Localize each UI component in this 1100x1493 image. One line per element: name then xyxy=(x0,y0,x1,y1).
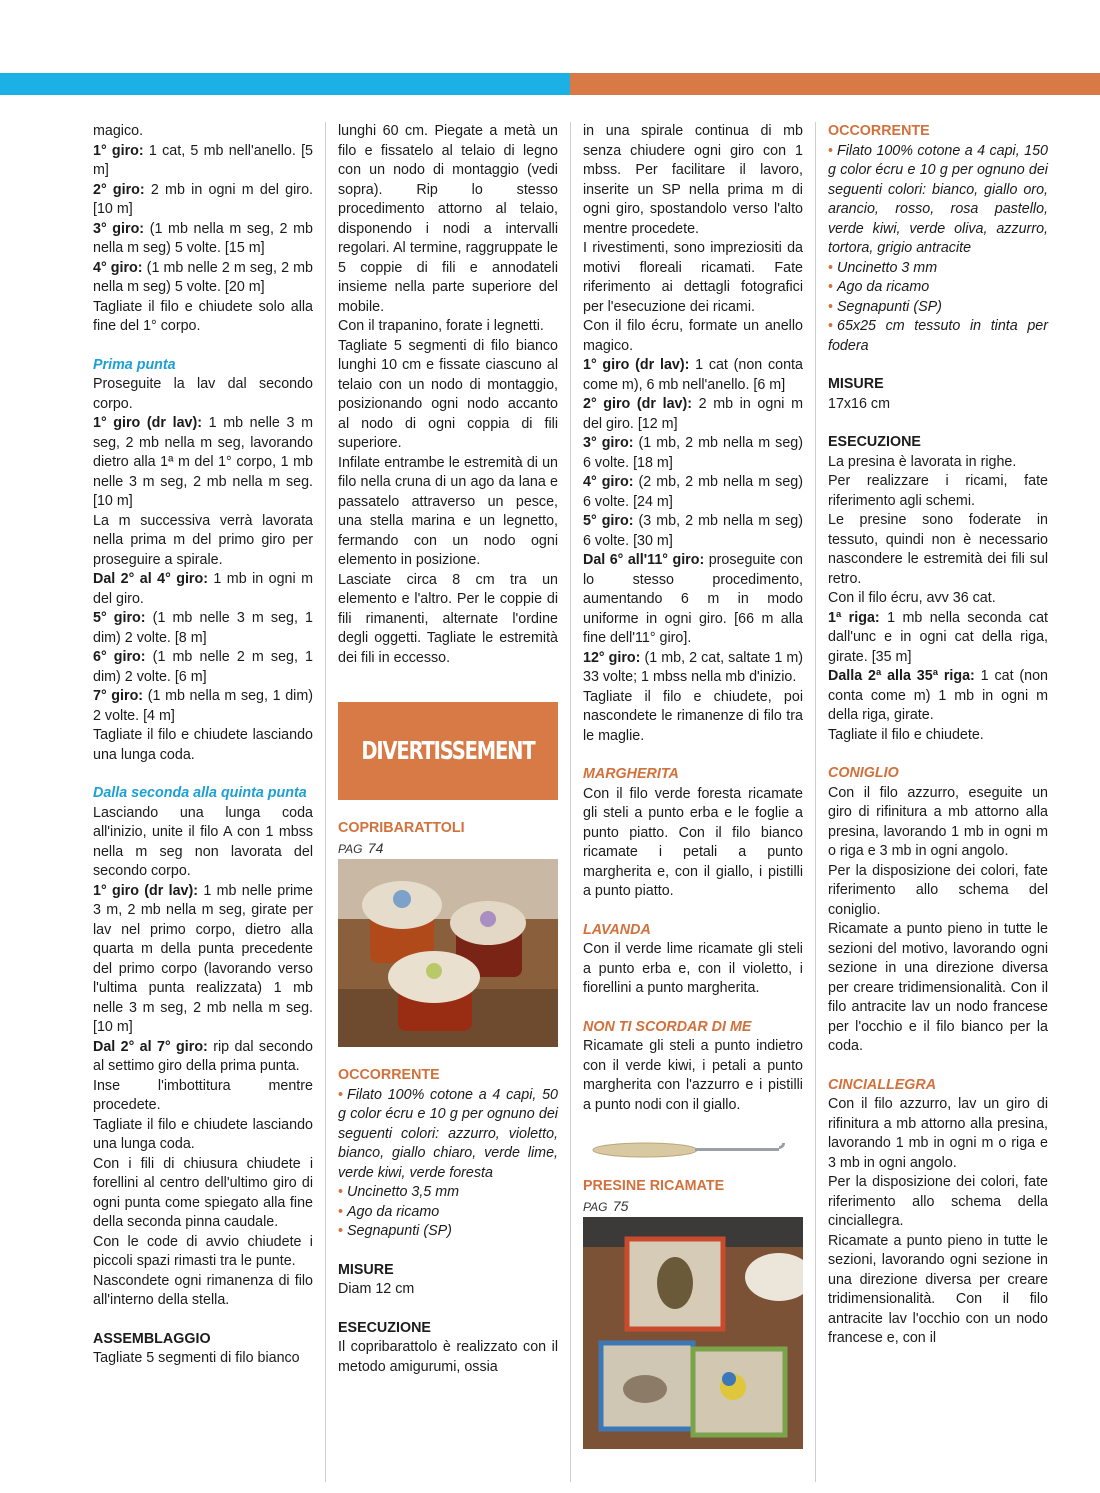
section-heading: Prima punta xyxy=(93,356,176,373)
paragraph: Nascondete ogni rimanenza di filo all'interno della stella. xyxy=(93,1272,313,1308)
paragraph: Inse l'imbottitura mentre procedete. xyxy=(93,1077,313,1113)
materials-item: • Filato 100% cotone a 4 capi, 150 g color écru e 10 g per ognuno dei seguenti colori: bianco, giallo oro, arancio, rosso, rosa pastello, verde kiwi, verde oliva, azzurro, tortora, grigio antracite xyxy=(828,142,1048,256)
paragraph: Tagliate il filo e chiudete lasciando una lunga coda. xyxy=(93,1116,313,1152)
round-instruction: 6° giro: (1 mb nelle 2 m seg, 1 dim) 2 volte. [6 m] xyxy=(93,649,314,685)
paragraph: Ricamate gli steli a punto indietro con il verde kiwi, i petali a punto margherita con l'azzurro e i pistilli a punto nodi con il giallo. xyxy=(583,1038,803,1113)
paragraph: Ricamate a punto pieno in tutte le sezioni del motivo, lavorando ogni sezione in una direzione diversa per creare tridimensionalità. Con il filo antracite lav un nodo francese per l'occhio e il filo bianco per la coda. xyxy=(828,921,1048,1054)
column-divider xyxy=(570,122,571,1482)
paragraph: Con il filo verde foresta ricamate gli steli a punto erba e le foglie a punto piatto. Con il filo bianco ricamate i petali a punto margherita e, con il giallo, i pistilli a punto piatto. xyxy=(583,785,803,899)
paragraph: Con il verde lime ricamate gli steli a punto erba e, con il violetto, i fiorellini a punto margherita. xyxy=(583,941,803,996)
column-3 xyxy=(583,122,803,1449)
section-heading: OCCORRENTE xyxy=(828,123,930,139)
paragraph: Con il filo azzurro, lav un giro di rifinitura a mb attorno alla presina, lavorando 1 mb in ogni m o riga e 3 mb in ogni angolo. xyxy=(828,1096,1048,1171)
row-instruction: Dalla 2ª alla 35ª riga: 1 cat (non conta come m) 1 mb in ogni m della riga, girate. xyxy=(828,668,1049,723)
section-heading: MARGHERITA xyxy=(583,766,679,782)
top-bar-blue xyxy=(0,73,570,95)
paragraph: Lasciate circa 8 cm tra un elemento e l'altro. Per le coppie di fili rimanenti, alternate l'ordine degli oggetti. Tagliate le estremità dei fili in eccesso. xyxy=(338,571,558,666)
paragraph: Il copribarattolo è realizzato con il metodo amigurumi, ossia xyxy=(338,1339,558,1375)
round-instruction: 4° giro: (1 mb nelle 2 m seg, 2 mb nella m seg) 5 volte. [20 m] xyxy=(93,259,313,295)
section-heading: LAVANDA xyxy=(583,921,651,938)
materials-item: • Filato 100% cotone a 4 capi, 50 g color écru e 10 g per ognuno dei seguenti colori: azzurro, violetto, bianco, giallo chiaro, verde lime, verde kiwi, verde foresta xyxy=(338,1086,558,1181)
materials-item: • 65x25 cm tessuto in tinta per fodera xyxy=(828,318,1048,354)
paragraph: Diam 12 cm xyxy=(338,1281,415,1297)
paragraph: 17x16 cm xyxy=(828,395,890,412)
project-title: PRESINE RICAMATE xyxy=(583,1178,725,1194)
paragraph: Con le code di avvio chiudete i piccoli spazi rimasti tra le punte. xyxy=(93,1233,313,1269)
round-instruction: 3° giro: (1 mb nella m seg, 2 mb nella m seg) 5 volte. [15 m] xyxy=(93,220,313,256)
section-heading: MISURE xyxy=(338,1261,394,1278)
round-instruction: 5° giro: (3 mb, 2 mb nella m seg) 6 volte. [30 m] xyxy=(583,513,803,549)
paragraph: Con il filo écru, formate un anello magico. xyxy=(583,318,803,354)
round-instruction: 2° giro: 2 mb in ogni m del giro. [10 m] xyxy=(93,181,313,217)
paragraph: Infilate entrambe le estremità di un filo nella cruna di un ago da lana e passatelo attraverso un pesce, una stella marina e un legnetto, fermando con un nodo ogni elemento in posizione. xyxy=(338,454,558,568)
paragraph: La m successiva verrà lavorata nella prima m del primo giro per proseguire a spirale. xyxy=(93,512,313,568)
materials-item: • Segnapunti (SP) xyxy=(338,1223,452,1239)
materials-item: • Uncinetto 3,5 mm xyxy=(338,1184,460,1200)
page-reference: PAG 74 xyxy=(338,839,384,856)
top-color-bar xyxy=(0,73,1100,95)
section-heading: ESECUZIONE xyxy=(828,434,921,450)
column-divider xyxy=(325,122,326,1482)
project-title: COPRIBARATTOLI xyxy=(338,820,465,836)
paragraph: Tagliate il filo e chiudete, poi nascondete le rimanenze di filo tra le maglie. xyxy=(583,688,803,744)
section-heading: NON TI SCORDAR DI ME xyxy=(583,1018,752,1035)
column-4 xyxy=(828,122,1048,1349)
round-instruction: 1° giro (dr lav): 1 cat (non conta come m), 6 mb nell'anello. [6 m] xyxy=(583,357,803,393)
paragraph: Con i fili di chiusura chiudete i forellini al centro dell'ultimo giro di ogni punta come spiegato alla fine della seconda pinna caudale. xyxy=(93,1155,313,1230)
round-instruction: 2° giro (dr lav): 2 mb in ogni m del giro. [12 m] xyxy=(583,396,803,432)
paragraph: Tagliate il filo e chiudete solo alla fine del 1° corpo. xyxy=(93,298,313,334)
top-bar-orange xyxy=(570,73,1100,95)
paragraph: Le presine sono foderate in tessuto, quindi non è necessario nascondere le estremità dei fili sul retro. xyxy=(828,512,1048,587)
section-heading: CINCIALLEGRA xyxy=(828,1076,937,1093)
page-reference: PAG 75 xyxy=(583,1197,629,1214)
paragraph: in una spirale continua di mb senza chiudere ogni giro con 1 mbss. Per facilitare il lavoro, inserite un SP nella prima m di ogni giro, spostandolo verso l'alto mentre procedete. xyxy=(583,123,803,237)
section-heading: Dalla seconda alla quinta punta xyxy=(93,785,307,801)
materials-item: • Ago da ricamo xyxy=(338,1203,440,1220)
round-instruction: 1° giro: 1 cat, 5 mb nell'anello. [5 m] xyxy=(93,142,313,178)
paragraph: I rivestimenti, sono impreziositi da motivi floreali ricamati. Fate riferimento ai dettagli fotografici per l'esecuzione dei ricami. xyxy=(583,240,803,315)
paragraph: Con il filo azzurro, eseguite un giro di rifinitura a mb attorno alla presina, lavorando 1 mb in ogni m o riga e 3 mb in ogni angolo. xyxy=(828,784,1048,859)
materials-item: • Segnapunti (SP) xyxy=(828,298,942,315)
round-instruction: Dal 2° al 7° giro: rip dal secondo al settimo giro della prima punta. xyxy=(93,1038,313,1074)
round-instruction: 12° giro: (1 mb, 2 cat, saltate 1 m) 33 volte; 1 mbss nella mb d'inizio. xyxy=(583,649,804,685)
paragraph: Tagliate 5 segmenti di filo bianco lunghi 10 cm e fissate ciascuno al telaio con un nodo di montaggio, posizionando ogni nodo accanto al nodo di ogni coppia di fili superiore. xyxy=(338,337,558,451)
paragraph: Per la disposizione dei colori, fate riferimento allo schema del coniglio. xyxy=(828,862,1048,918)
round-instruction: 4° giro: (2 mb, 2 mb nella m seg) 6 volte. [24 m] xyxy=(583,474,803,510)
paragraph: Tagliate il filo e chiudete. xyxy=(828,726,984,743)
column-divider xyxy=(815,122,816,1482)
crochet-hook-image xyxy=(583,1137,803,1163)
section-heading: CONIGLIO xyxy=(828,765,899,781)
round-instruction: Dal 6° all'11° giro: proseguite con lo stesso procedimento, aumentando 6 m in modo uniforme in ogni giro. [66 m alla fine dell'11° giro]. xyxy=(583,552,803,646)
section-heading: OCCORRENTE xyxy=(338,1067,440,1083)
round-instruction: 1° giro (dr lav): 1 mb nelle 3 m seg, 2 mb nella m seg, lavorando dietro alla 1ª m del 1° corpo, 1 mb nelle 3 m seg, 2 mb nella m seg. [10 m] xyxy=(93,415,313,509)
paragraph: lunghi 60 cm. Piegate a metà un filo e fissatelo al telaio di legno con un nodo di montaggio (vedi sopra). Rip lo stesso procedimento attorno al telaio, disponendo i nodi a intervalli regolari. Al termine, raggruppate le 5 coppie di fili e annodateli insieme nella parte superiore del mobile. xyxy=(338,123,558,315)
round-instruction: Dal 2° al 4° giro: 1 mb in ogni m del giro. xyxy=(93,571,313,607)
section-heading: ASSEMBLAGGIO xyxy=(93,1330,211,1347)
section-banner: DIVERTISSEMENT xyxy=(338,702,558,800)
paragraph: Tagliate il filo e chiudete lasciando una lunga coda. xyxy=(93,727,313,763)
paragraph: magico. xyxy=(93,123,144,139)
paragraph: Con il trapanino, forate i legnetti. xyxy=(338,318,544,334)
jar-covers-photo xyxy=(338,859,558,1047)
potholders-photo xyxy=(583,1217,803,1449)
section-heading: MISURE xyxy=(828,376,884,392)
materials-item: • Uncinetto 3 mm xyxy=(828,259,938,276)
column-1 xyxy=(93,122,313,1369)
round-instruction: 1° giro (dr lav): 1 mb nelle prime 3 m, 2 mb nella m seg, girate per lav nel primo corpo, dietro alla quarta m della punta precedente del primo corpo (lavorando verso l'ultima punta realizzata) 1 mb nelle 3 m seg, 2 mb nella m seg. [10 m] xyxy=(93,882,313,1035)
round-instruction: 3° giro: (1 mb, 2 mb nella m seg) 6 volte. [18 m] xyxy=(583,435,803,471)
paragraph: Tagliate 5 segmenti di filo bianco xyxy=(93,1350,300,1366)
paragraph: La presina è lavorata in righe. xyxy=(828,453,1017,470)
materials-item: • Ago da ricamo xyxy=(828,279,930,295)
section-heading: ESECUZIONE xyxy=(338,1319,431,1336)
column-2 xyxy=(338,122,558,1377)
paragraph: Ricamate a punto pieno in tutte le sezioni, lavorando ogni sezione in una direzione diversa per creare tridimensionalità. Con il filo antracite lav l'occhio con un nodo francese e, con il xyxy=(828,1232,1048,1346)
paragraph: Proseguite la lav dal secondo corpo. xyxy=(93,376,313,412)
round-instruction: 5° giro: (1 mb nelle 3 m seg, 1 dim) 2 volte. [8 m] xyxy=(93,610,314,646)
round-instruction: 7° giro: (1 mb nella m seg, 1 dim) 2 volte. [4 m] xyxy=(93,688,313,724)
paragraph: Con il filo écru, avv 36 cat. xyxy=(828,590,996,606)
row-instruction: 1ª riga: 1 mb nella seconda cat dall'unc e in ogni cat della riga, girate. [35 m] xyxy=(828,609,1048,665)
paragraph: Per la disposizione dei colori, fate riferimento allo schema della cinciallegra. xyxy=(828,1174,1048,1229)
paragraph: Lasciando una lunga coda all'inizio, unite il filo A con 1 mbss nella m seg non lavorata del secondo corpo. xyxy=(93,804,313,879)
paragraph: Per realizzare i ricami, fate riferimento agli schemi. xyxy=(828,473,1048,509)
